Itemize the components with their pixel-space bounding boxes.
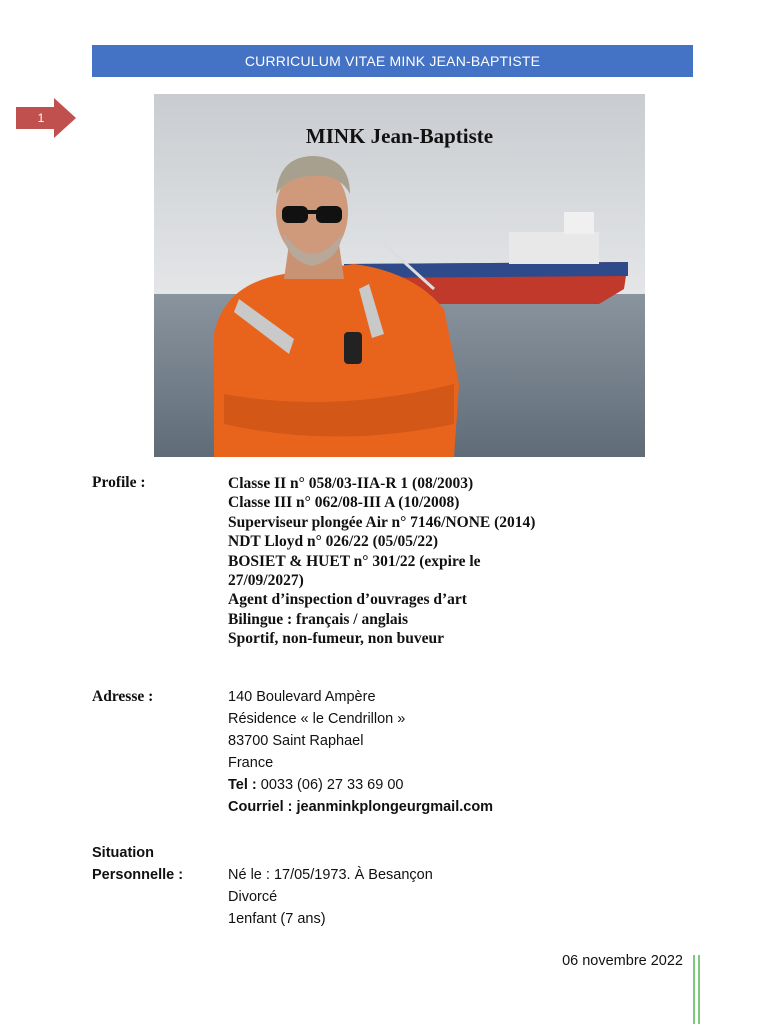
phone-line — [228, 774, 493, 796]
marital-status: Divorcé — [228, 889, 278, 905]
address-city: 83700 Saint Raphael — [228, 733, 364, 749]
situation-label-line1: Situation — [92, 845, 155, 861]
page-marker-number: 1 — [37, 111, 45, 125]
situation-label — [92, 842, 183, 886]
cv-title-banner — [92, 45, 693, 77]
cv-title: CURRICULUM VITAE MINK JEAN-BAPTISTE — [244, 53, 541, 69]
profile-photo — [154, 94, 645, 457]
profile-line: Bilingue : français / anglais — [228, 610, 408, 628]
profile-line: BOSIET & HUET n° 301/22 (expire le 27/09/2027) — [228, 552, 481, 590]
side-bar — [698, 955, 700, 1024]
email-value: jeanminkplongeurgmail.com — [296, 799, 494, 815]
birth-label: Né le : — [228, 867, 270, 883]
document-date: 06 novembre 2022 — [562, 953, 683, 969]
address-street: 140 Boulevard Ampère — [228, 689, 376, 705]
profile-line: Sportif, non-fumeur, non buveur — [228, 630, 445, 648]
profile-line: NDT Lloyd n° 026/22 (05/05/22) — [228, 533, 439, 551]
phone-value: 0033 (06) 27 33 69 00 — [260, 777, 404, 793]
situation-block — [228, 864, 433, 930]
birth-value: 17/05/1973. À Besançon — [273, 867, 433, 883]
email-line — [228, 796, 493, 818]
address-block — [228, 686, 493, 818]
birth-line — [228, 864, 433, 886]
situation-label-line2: Personnelle : — [92, 867, 184, 883]
profile-label: Profile : — [92, 474, 146, 491]
children-info: 1enfant (7 ans) — [228, 911, 326, 927]
phone-label: Tel : — [228, 777, 257, 793]
address-country: France — [228, 755, 274, 771]
photo-caption: MINK Jean-Baptiste — [305, 124, 494, 148]
email-label: Courriel : — [228, 799, 293, 815]
profile-line: Classe III n° 062/08-III A (10/2008) — [228, 494, 460, 512]
side-bar — [693, 955, 695, 1024]
profile-line: Agent d’inspection d’ouvrages d’art — [228, 591, 467, 609]
profile-list — [228, 474, 538, 649]
profile-line: Superviseur plongée Air n° 7146/NONE (2014) — [228, 513, 536, 531]
address-residence: Résidence « le Cendrillon » — [228, 711, 406, 727]
address-label: Adresse : — [92, 688, 154, 705]
profile-line: Classe II n° 058/03-IIA-R 1 (08/2003) — [228, 475, 474, 492]
